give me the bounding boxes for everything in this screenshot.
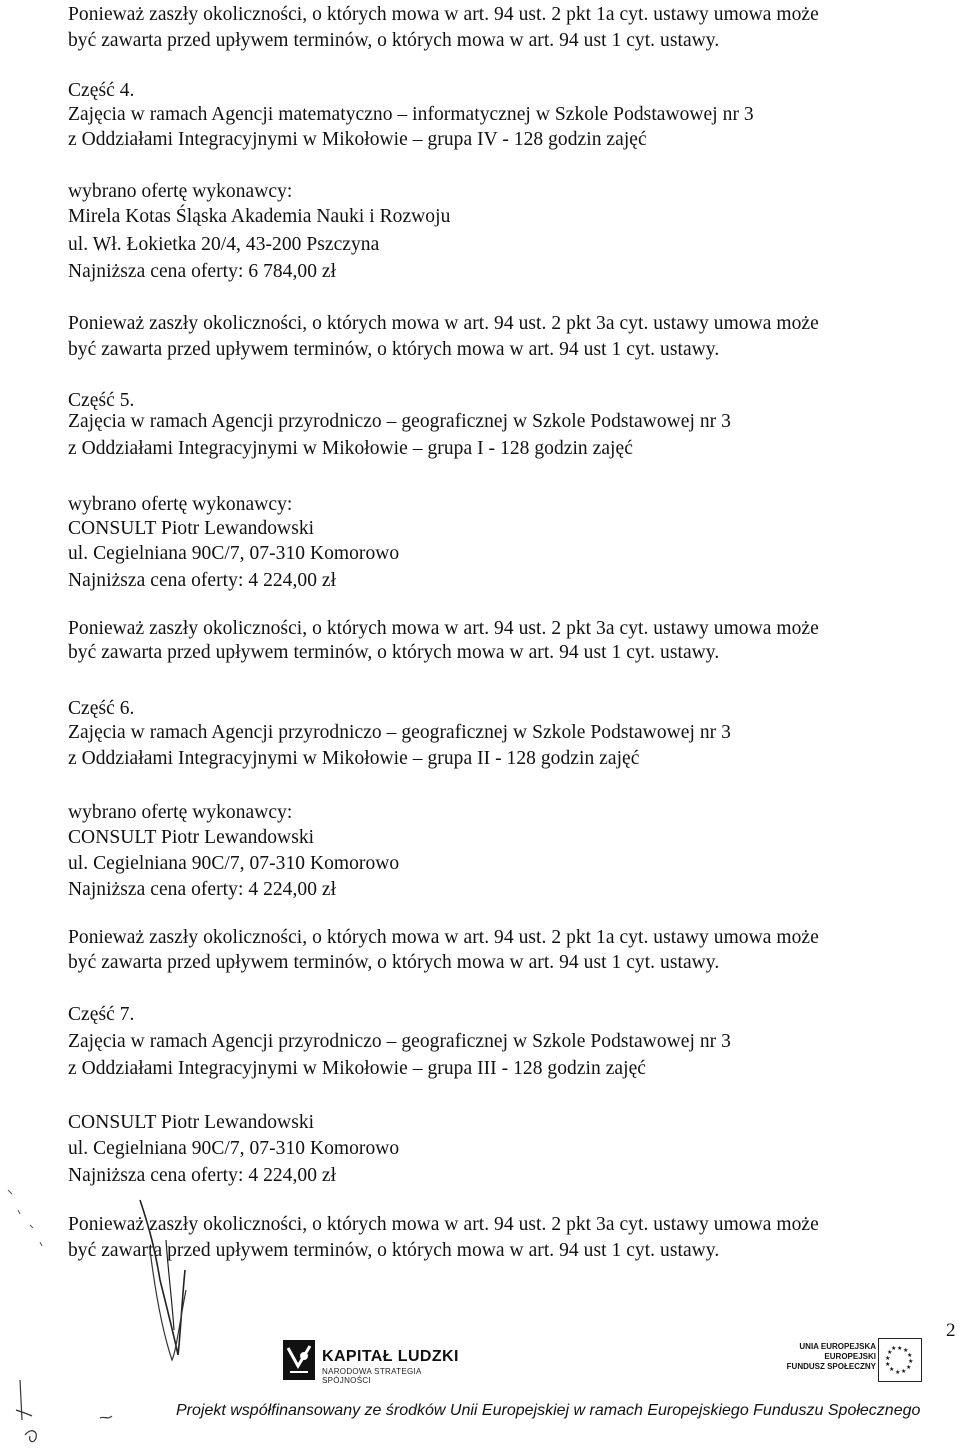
- paragraph-line: z Oddziałami Integracyjnymi w Mikołowie – grupa IV - 128 godzin zajęć: [68, 129, 647, 150]
- contractor-address: ul. Cegielniana 90C/7, 07-310 Komorowo: [68, 543, 400, 564]
- paragraph-line: Zajęcia w ramach Agencji matematyczno – informatycznej w Szkole Podstawowej nr 3: [68, 104, 754, 125]
- lowest-price: Najniższa cena oferty: 4 224,00 zł: [68, 879, 337, 900]
- kapital-ludzki-logo-icon: [282, 1336, 316, 1382]
- kapital-ludzki-logo: [282, 1336, 462, 1384]
- eu-logo-text: [787, 1342, 876, 1372]
- paragraph-line: wybrano ofertę wykonawcy:: [68, 181, 293, 202]
- contractor-address: ul. Cegielniana 90C/7, 07-310 Komorowo: [68, 853, 400, 874]
- paragraph-line: Ponieważ zaszły okoliczności, o których mowa w art. 94 ust. 2 pkt 3a cyt. ustawy umowa może: [68, 1214, 819, 1235]
- footer-caption: Projekt współfinansowany ze środków Unii Europejskiej w ramach Europejskiego Funduszu Społecznego: [176, 1402, 921, 1419]
- lowest-price: Najniższa cena oferty: 6 784,00 zł: [68, 261, 337, 282]
- section-heading-part-4: Część 4.: [68, 80, 135, 101]
- paragraph-line: z Oddziałami Integracyjnymi w Mikołowie – grupa III - 128 godzin zajęć: [68, 1058, 647, 1079]
- paragraph-line: Ponieważ zaszły okoliczności, o których mowa w art. 94 ust. 2 pkt 1a cyt. ustawy umowa może: [68, 4, 819, 25]
- paragraph-line: Zajęcia w ramach Agencji przyrodniczo – geograficznej w Szkole Podstawowej nr 3: [68, 1031, 731, 1052]
- paragraph-line: z Oddziałami Integracyjnymi w Mikołowie – grupa I - 128 godzin zajęć: [68, 438, 633, 459]
- paragraph-line: być zawarta przed upływem terminów, o których mowa w art. 94 ust 1 cyt. ustawy.: [68, 1240, 720, 1261]
- page-number: 2: [946, 1320, 956, 1341]
- contractor-name: CONSULT Piotr Lewandowski: [68, 1112, 315, 1133]
- paragraph-line: Ponieważ zaszły okoliczności, o których mowa w art. 94 ust. 2 pkt 3a cyt. ustawy umowa może: [68, 313, 819, 334]
- paragraph-line: wybrano ofertę wykonawcy:: [68, 802, 293, 823]
- paragraph-line: Zajęcia w ramach Agencji przyrodniczo – geograficznej w Szkole Podstawowej nr 3: [68, 411, 731, 432]
- svg-text:★: ★: [906, 1364, 912, 1371]
- svg-text:★: ★: [907, 1352, 913, 1359]
- svg-text:★: ★: [885, 1355, 891, 1362]
- paragraph-line: być zawarta przed upływem terminów, o których mowa w art. 94 ust 1 cyt. ustawy.: [68, 642, 720, 663]
- paragraph-line: wybrano ofertę wykonawcy:: [68, 494, 293, 515]
- svg-text:★: ★: [885, 1361, 891, 1368]
- contractor-name: Mirela Kotas Śląska Akademia Nauki i Rozwoju: [68, 206, 451, 227]
- svg-text:★: ★: [895, 1369, 901, 1376]
- svg-text:★: ★: [887, 1349, 893, 1356]
- lowest-price: Najniższa cena oferty: 4 224,00 zł: [68, 570, 337, 591]
- section-heading-part-6: Część 6.: [68, 698, 135, 719]
- svg-text:★: ★: [889, 1366, 895, 1373]
- paragraph-line: Ponieważ zaszły okoliczności, o których mowa w art. 94 ust. 2 pkt 1a cyt. ustawy umowa może: [68, 927, 819, 948]
- svg-text:★: ★: [891, 1345, 897, 1352]
- kapital-ludzki-title: KAPITAŁ LUDZKI: [322, 1348, 459, 1365]
- eu-efs-logo: [762, 1338, 922, 1384]
- kapital-ludzki-subtitle: NARODOWA STRATEGIA SPÓJNOŚCI: [322, 1367, 422, 1385]
- eu-line-1: UNIA EUROPEJSKA: [799, 1342, 876, 1351]
- svg-text:★: ★: [901, 1368, 907, 1375]
- contractor-name: CONSULT Piotr Lewandowski: [68, 518, 315, 539]
- paragraph-line: być zawarta przed upływem terminów, o których mowa w art. 94 ust 1 cyt. ustawy.: [68, 952, 720, 973]
- svg-text:★: ★: [908, 1358, 914, 1365]
- section-heading-part-5: Część 5.: [68, 390, 135, 411]
- contractor-name: CONSULT Piotr Lewandowski: [68, 827, 315, 848]
- paragraph-line: Ponieważ zaszły okoliczności, o których mowa w art. 94 ust. 2 pkt 3a cyt. ustawy umowa może: [68, 618, 819, 639]
- contractor-address: ul. Cegielniana 90C/7, 07-310 Komorowo: [68, 1138, 400, 1159]
- svg-text:★: ★: [897, 1345, 903, 1352]
- eu-line-3: FUNDUSZ SPOŁECZNY: [786, 1362, 876, 1371]
- section-heading-part-7: Część 7.: [68, 1004, 135, 1025]
- eu-line-2: EUROPEJSKI: [824, 1352, 876, 1361]
- eu-flag-icon: [878, 1338, 922, 1382]
- svg-text:★: ★: [903, 1347, 909, 1354]
- contractor-address: ul. Wł. Łokietka 20/4, 43-200 Pszczyna: [68, 234, 380, 255]
- paragraph-line: z Oddziałami Integracyjnymi w Mikołowie – grupa II - 128 godzin zajęć: [68, 748, 640, 769]
- paragraph-line: być zawarta przed upływem terminów, o których mowa w art. 94 ust 1 cyt. ustawy.: [68, 339, 720, 360]
- paragraph-line: Zajęcia w ramach Agencji przyrodniczo – geograficznej w Szkole Podstawowej nr 3: [68, 722, 731, 743]
- paragraph-line: być zawarta przed upływem terminów, o których mowa w art. 94 ust 1 cyt. ustawy.: [68, 30, 720, 51]
- lowest-price: Najniższa cena oferty: 4 224,00 zł: [68, 1165, 337, 1186]
